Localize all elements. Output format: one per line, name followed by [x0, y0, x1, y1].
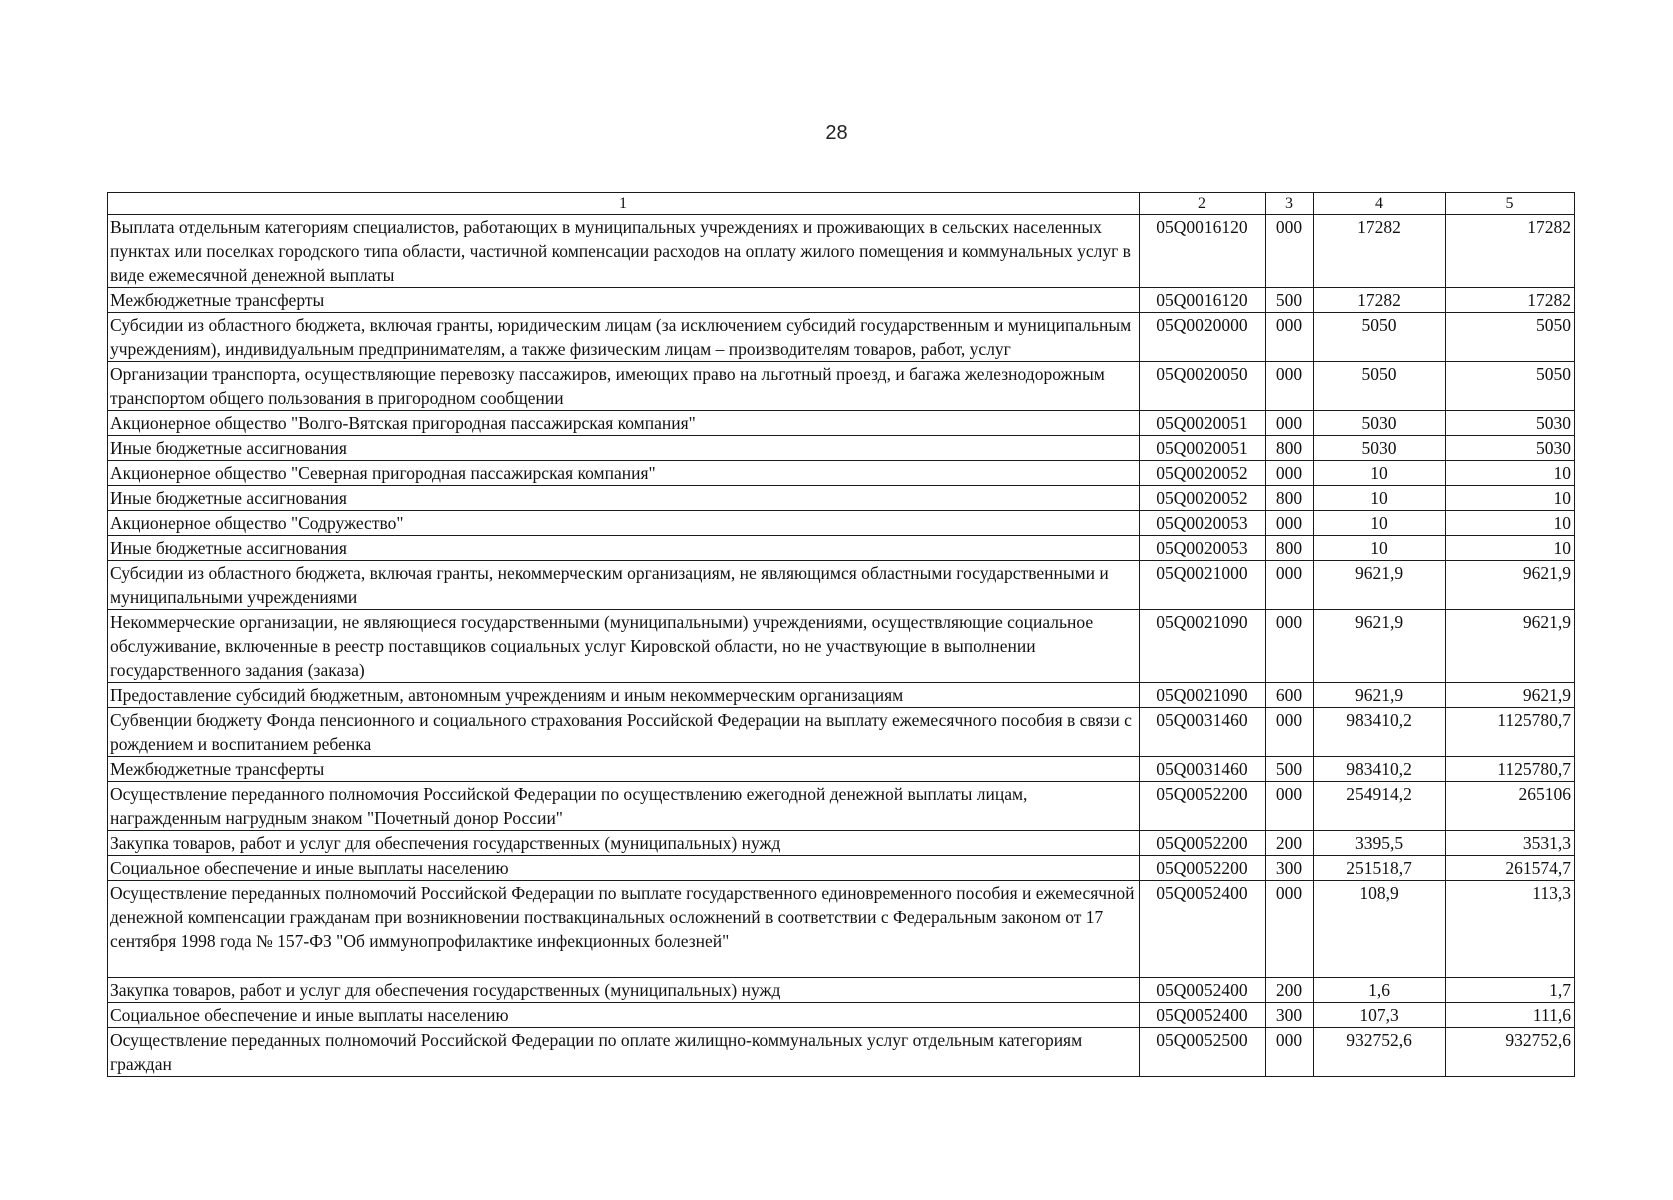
row-kind: 800 [1266, 486, 1314, 511]
row-value-4: 983410,2 [1314, 708, 1446, 757]
row-code: 05Q0020051 [1140, 436, 1266, 461]
row-value-4: 5050 [1314, 313, 1446, 362]
row-name: Субсидии из областного бюджета, включая гранты, юридическим лицам (за исключением субсидий государственным и муниципальным учреждениям), индивидуальным предпринимателям, а также физическим лицам – производителям товаров, работ, услуг [108, 313, 1140, 362]
row-code: 05Q0016120 [1140, 288, 1266, 313]
row-code: 05Q0020000 [1140, 313, 1266, 362]
table-row [108, 610, 1575, 683]
row-value-5: 5050 [1446, 362, 1575, 411]
header-col-4: 4 [1314, 193, 1446, 215]
row-name: Осуществление переданного полномочия Российской Федерации по осуществлению ежегодной денежной выплаты лицам, награжденным нагрудным знаком "Почетный донор России" [108, 782, 1140, 831]
row-value-5: 1125780,7 [1446, 757, 1575, 782]
row-name: Выплата отдельным категориям специалистов, работающих в муниципальных учреждениях и проживающих в сельских населенных пунктах или поселках городского типа области, частичной компенсации расходов на оплату жилого помещения и коммунальных услуг в виде ежемесячной денежной выплаты [108, 215, 1140, 288]
row-kind: 000 [1266, 461, 1314, 486]
table-row [108, 757, 1575, 782]
row-value-4: 254914,2 [1314, 782, 1446, 831]
row-name: Предоставление субсидий бюджетным, автономным учреждениям и иным некоммерческим организациям [108, 683, 1140, 708]
row-value-4: 9621,9 [1314, 561, 1446, 610]
row-kind: 000 [1266, 561, 1314, 610]
row-code: 05Q0052400 [1140, 978, 1266, 1003]
row-code: 05Q0020053 [1140, 511, 1266, 536]
table-row [108, 511, 1575, 536]
table-row [108, 486, 1575, 511]
budget-table [107, 192, 1575, 1077]
row-name: Осуществление переданных полномочий Российской Федерации по оплате жилищно-коммунальных услуг отдельным категориям граждан [108, 1028, 1140, 1077]
row-value-5: 261574,7 [1446, 856, 1575, 881]
table-row [108, 831, 1575, 856]
row-value-4: 5050 [1314, 362, 1446, 411]
row-kind: 000 [1266, 511, 1314, 536]
row-name: Социальное обеспечение и иные выплаты населению [108, 856, 1140, 881]
row-name: Некоммерческие организации, не являющиеся государственными (муниципальными) учреждениями, осуществляющие социальное обслуживание, включенные в реестр поставщиков социальных услуг Кировской области, но не участвующие в выполнении государственного задания (заказа) [108, 610, 1140, 683]
header-col-1: 1 [108, 193, 1140, 215]
row-value-4: 10 [1314, 461, 1446, 486]
row-code: 05Q0020052 [1140, 461, 1266, 486]
row-kind: 000 [1266, 411, 1314, 436]
row-name: Осуществление переданных полномочий Российской Федерации по выплате государственного единовременного пособия и ежемесячной денежной компенсации гражданам при возникновении поствакцинальных осложнений в соответствии с Федеральным законом от 17 сентября 1998 года № 157-ФЗ "Об иммунопрофилактике инфекционных болезней" [108, 881, 1140, 978]
row-kind: 000 [1266, 1028, 1314, 1077]
table-row [108, 782, 1575, 831]
row-kind: 000 [1266, 881, 1314, 978]
row-value-5: 5030 [1446, 436, 1575, 461]
table-row [108, 708, 1575, 757]
row-name: Иные бюджетные ассигнования [108, 536, 1140, 561]
row-value-4: 107,3 [1314, 1003, 1446, 1028]
table-row [108, 856, 1575, 881]
row-value-4: 5030 [1314, 436, 1446, 461]
row-code: 05Q0052400 [1140, 881, 1266, 978]
row-name: Акционерное общество "Содружество" [108, 511, 1140, 536]
row-kind: 000 [1266, 708, 1314, 757]
table-row [108, 411, 1575, 436]
table-row [108, 881, 1575, 978]
row-value-5: 17282 [1446, 288, 1575, 313]
row-code: 05Q0052200 [1140, 831, 1266, 856]
row-kind: 800 [1266, 436, 1314, 461]
row-value-5: 9621,9 [1446, 561, 1575, 610]
row-code: 05Q0031460 [1140, 708, 1266, 757]
row-value-5: 5050 [1446, 313, 1575, 362]
row-value-5: 1125780,7 [1446, 708, 1575, 757]
row-code: 05Q0052500 [1140, 1028, 1266, 1077]
row-value-5: 3531,3 [1446, 831, 1575, 856]
row-value-5: 111,6 [1446, 1003, 1575, 1028]
row-name: Межбюджетные трансферты [108, 288, 1140, 313]
row-value-4: 3395,5 [1314, 831, 1446, 856]
row-code: 05Q0031460 [1140, 757, 1266, 782]
row-name: Закупка товаров, работ и услуг для обеспечения государственных (муниципальных) нужд [108, 978, 1140, 1003]
table-row [108, 215, 1575, 288]
row-value-4: 10 [1314, 511, 1446, 536]
row-kind: 000 [1266, 610, 1314, 683]
row-name: Социальное обеспечение и иные выплаты населению [108, 1003, 1140, 1028]
row-value-4: 17282 [1314, 288, 1446, 313]
row-kind: 000 [1266, 782, 1314, 831]
row-value-5: 9621,9 [1446, 683, 1575, 708]
row-name: Акционерное общество "Волго-Вятская пригородная пассажирская компания" [108, 411, 1140, 436]
row-name: Иные бюджетные ассигнования [108, 436, 1140, 461]
header-col-2: 2 [1140, 193, 1266, 215]
row-code: 05Q0021090 [1140, 683, 1266, 708]
row-value-5: 17282 [1446, 215, 1575, 288]
row-value-5: 10 [1446, 511, 1575, 536]
row-value-4: 983410,2 [1314, 757, 1446, 782]
row-code: 05Q0020050 [1140, 362, 1266, 411]
header-col-5: 5 [1446, 193, 1575, 215]
row-kind: 500 [1266, 288, 1314, 313]
row-value-4: 10 [1314, 486, 1446, 511]
row-code: 05Q0052400 [1140, 1003, 1266, 1028]
row-code: 05Q0021000 [1140, 561, 1266, 610]
row-kind: 300 [1266, 856, 1314, 881]
row-value-4: 932752,6 [1314, 1028, 1446, 1077]
row-value-4: 1,6 [1314, 978, 1446, 1003]
row-code: 05Q0052200 [1140, 782, 1266, 831]
row-value-5: 10 [1446, 486, 1575, 511]
table-row [108, 683, 1575, 708]
row-name: Субвенции бюджету Фонда пенсионного и социального страхования Российской Федерации на выплату ежемесячного пособия в связи с рождением и воспитанием ребенка [108, 708, 1140, 757]
row-code: 05Q0016120 [1140, 215, 1266, 288]
table-row [108, 1028, 1575, 1077]
row-value-5: 9621,9 [1446, 610, 1575, 683]
row-name: Субсидии из областного бюджета, включая гранты, некоммерческим организациям, не являющимся областными государственными и муниципальными учреждениями [108, 561, 1140, 610]
row-value-4: 251518,7 [1314, 856, 1446, 881]
row-value-5: 10 [1446, 536, 1575, 561]
page-number: 28 [825, 122, 848, 144]
row-value-4: 5030 [1314, 411, 1446, 436]
row-value-5: 5030 [1446, 411, 1575, 436]
row-value-4: 108,9 [1314, 881, 1446, 978]
row-kind: 300 [1266, 1003, 1314, 1028]
row-code: 05Q0020051 [1140, 411, 1266, 436]
table-row [108, 1003, 1575, 1028]
row-kind: 000 [1266, 215, 1314, 288]
row-value-4: 9621,9 [1314, 610, 1446, 683]
row-kind: 200 [1266, 978, 1314, 1003]
row-code: 05Q0020053 [1140, 536, 1266, 561]
row-kind: 600 [1266, 683, 1314, 708]
table-row [108, 461, 1575, 486]
row-value-5: 1,7 [1446, 978, 1575, 1003]
row-name: Организации транспорта, осуществляющие перевозку пассажиров, имеющих право на льготный проезд, и багажа железнодорожным транспортом общего пользования в пригородном сообщении [108, 362, 1140, 411]
row-value-5: 10 [1446, 461, 1575, 486]
row-name: Межбюджетные трансферты [108, 757, 1140, 782]
row-name: Иные бюджетные ассигнования [108, 486, 1140, 511]
row-code: 05Q0052200 [1140, 856, 1266, 881]
table-row [108, 288, 1575, 313]
row-code: 05Q0021090 [1140, 610, 1266, 683]
row-value-5: 113,3 [1446, 881, 1575, 978]
row-code: 05Q0020052 [1140, 486, 1266, 511]
header-col-3: 3 [1266, 193, 1314, 215]
row-name: Акционерное общество "Северная пригородная пассажирская компания" [108, 461, 1140, 486]
row-kind: 500 [1266, 757, 1314, 782]
row-kind: 000 [1266, 362, 1314, 411]
budget-table-container [107, 192, 1574, 1077]
table-row [108, 561, 1575, 610]
header-row [108, 193, 1575, 215]
row-value-4: 17282 [1314, 215, 1446, 288]
row-value-4: 9621,9 [1314, 683, 1446, 708]
table-row [108, 362, 1575, 411]
table-row [108, 978, 1575, 1003]
table-row [108, 313, 1575, 362]
row-name: Закупка товаров, работ и услуг для обеспечения государственных (муниципальных) нужд [108, 831, 1140, 856]
row-value-4: 10 [1314, 536, 1446, 561]
row-kind: 800 [1266, 536, 1314, 561]
row-value-5: 265106 [1446, 782, 1575, 831]
row-kind: 000 [1266, 313, 1314, 362]
table-row [108, 536, 1575, 561]
row-kind: 200 [1266, 831, 1314, 856]
table-row [108, 436, 1575, 461]
row-value-5: 932752,6 [1446, 1028, 1575, 1077]
